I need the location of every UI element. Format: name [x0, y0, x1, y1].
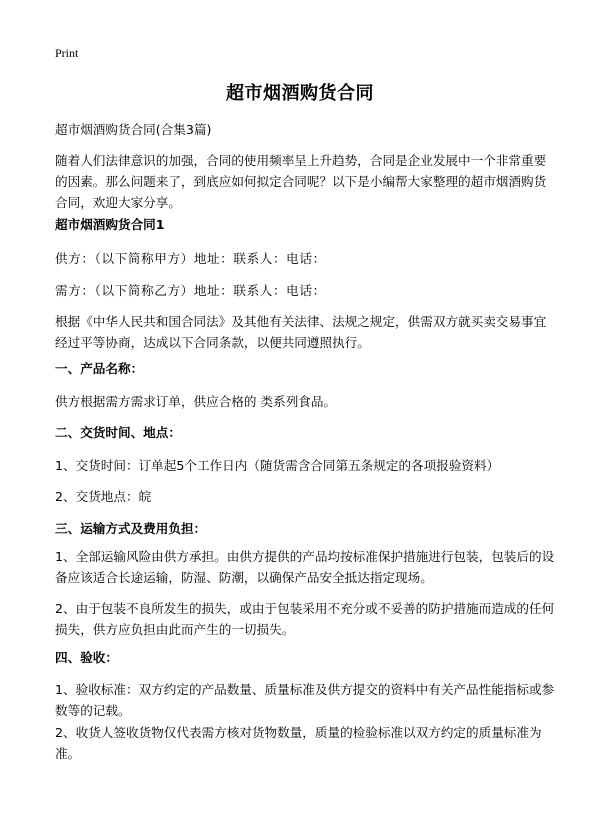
section-4-item-1: 1、验收标准：双方约定的产品数量、质量标准及供方提交的资料中有关产品性能指标或参数等的记载。: [55, 682, 555, 718]
section-2-item-2: 2、交货地点：皖: [55, 489, 152, 504]
section-2-heading: 二、交货时间、地点：: [55, 425, 181, 440]
page-title: 超市烟酒购货合同: [226, 83, 374, 104]
print-link[interactable]: Print: [55, 46, 79, 60]
supplier-line: 供方：（以下简称甲方）地址：联系人：电话：: [55, 251, 326, 266]
buyer-line: 需方：（以下简称乙方）地址：联系人：电话：: [55, 283, 326, 298]
section-3-heading: 三、运输方式及费用负担：: [55, 521, 207, 536]
intro-paragraph: 随着人们法律意识的加强，合同的使用频率呈上升趋势，合同是企业发展中一个非常重要的因素。那么问题来了，到底应如何拟定合同呢？以下是小编帮大家整理的超市烟酒购货合同，欢迎大家分享。: [55, 153, 547, 210]
section-3-item-1: 1、全部运输风险由供方承担。由供方提供的产品均按标准保护措施进行包装，包装后的设备应该适合长途运输，防湿、防潮，以确保产品安全抵达指定现场。: [55, 549, 555, 585]
section-4-heading: 四、验收：: [55, 650, 118, 665]
section-1-heading: 一、产品名称：: [55, 361, 144, 376]
contract-basis-paragraph: 根据《中华人民共和国合同法》及其他有关法律、法规之规定，供需双方就买卖交易事宜经过平等协商，达成以下合同条款，以便共同遵照执行。: [55, 314, 547, 350]
section-3-item-2: 2、由于包装不良所发生的损失，或由于包装采用不充分或不妥善的防护措施而造成的任何损失，供方应负担由此而产生的一切损失。: [55, 601, 555, 637]
section-1-text: 供方根据需方需求订单，供应合格的 类系列食品。: [55, 394, 337, 409]
contract-1-heading: 超市烟酒购货合同1: [55, 217, 165, 232]
section-4-item-2: 2、收货人签收货物仅代表需方核对货物数量，质量的检验标准以双方约定的质量标准为准。: [55, 725, 542, 761]
section-2-item-1: 1、交货时间：订单起5个工作日内（随货需含合同第五条规定的各项报验资料）: [55, 458, 500, 473]
document-subtitle: 超市烟酒购货合同(合集3篇): [55, 122, 212, 137]
